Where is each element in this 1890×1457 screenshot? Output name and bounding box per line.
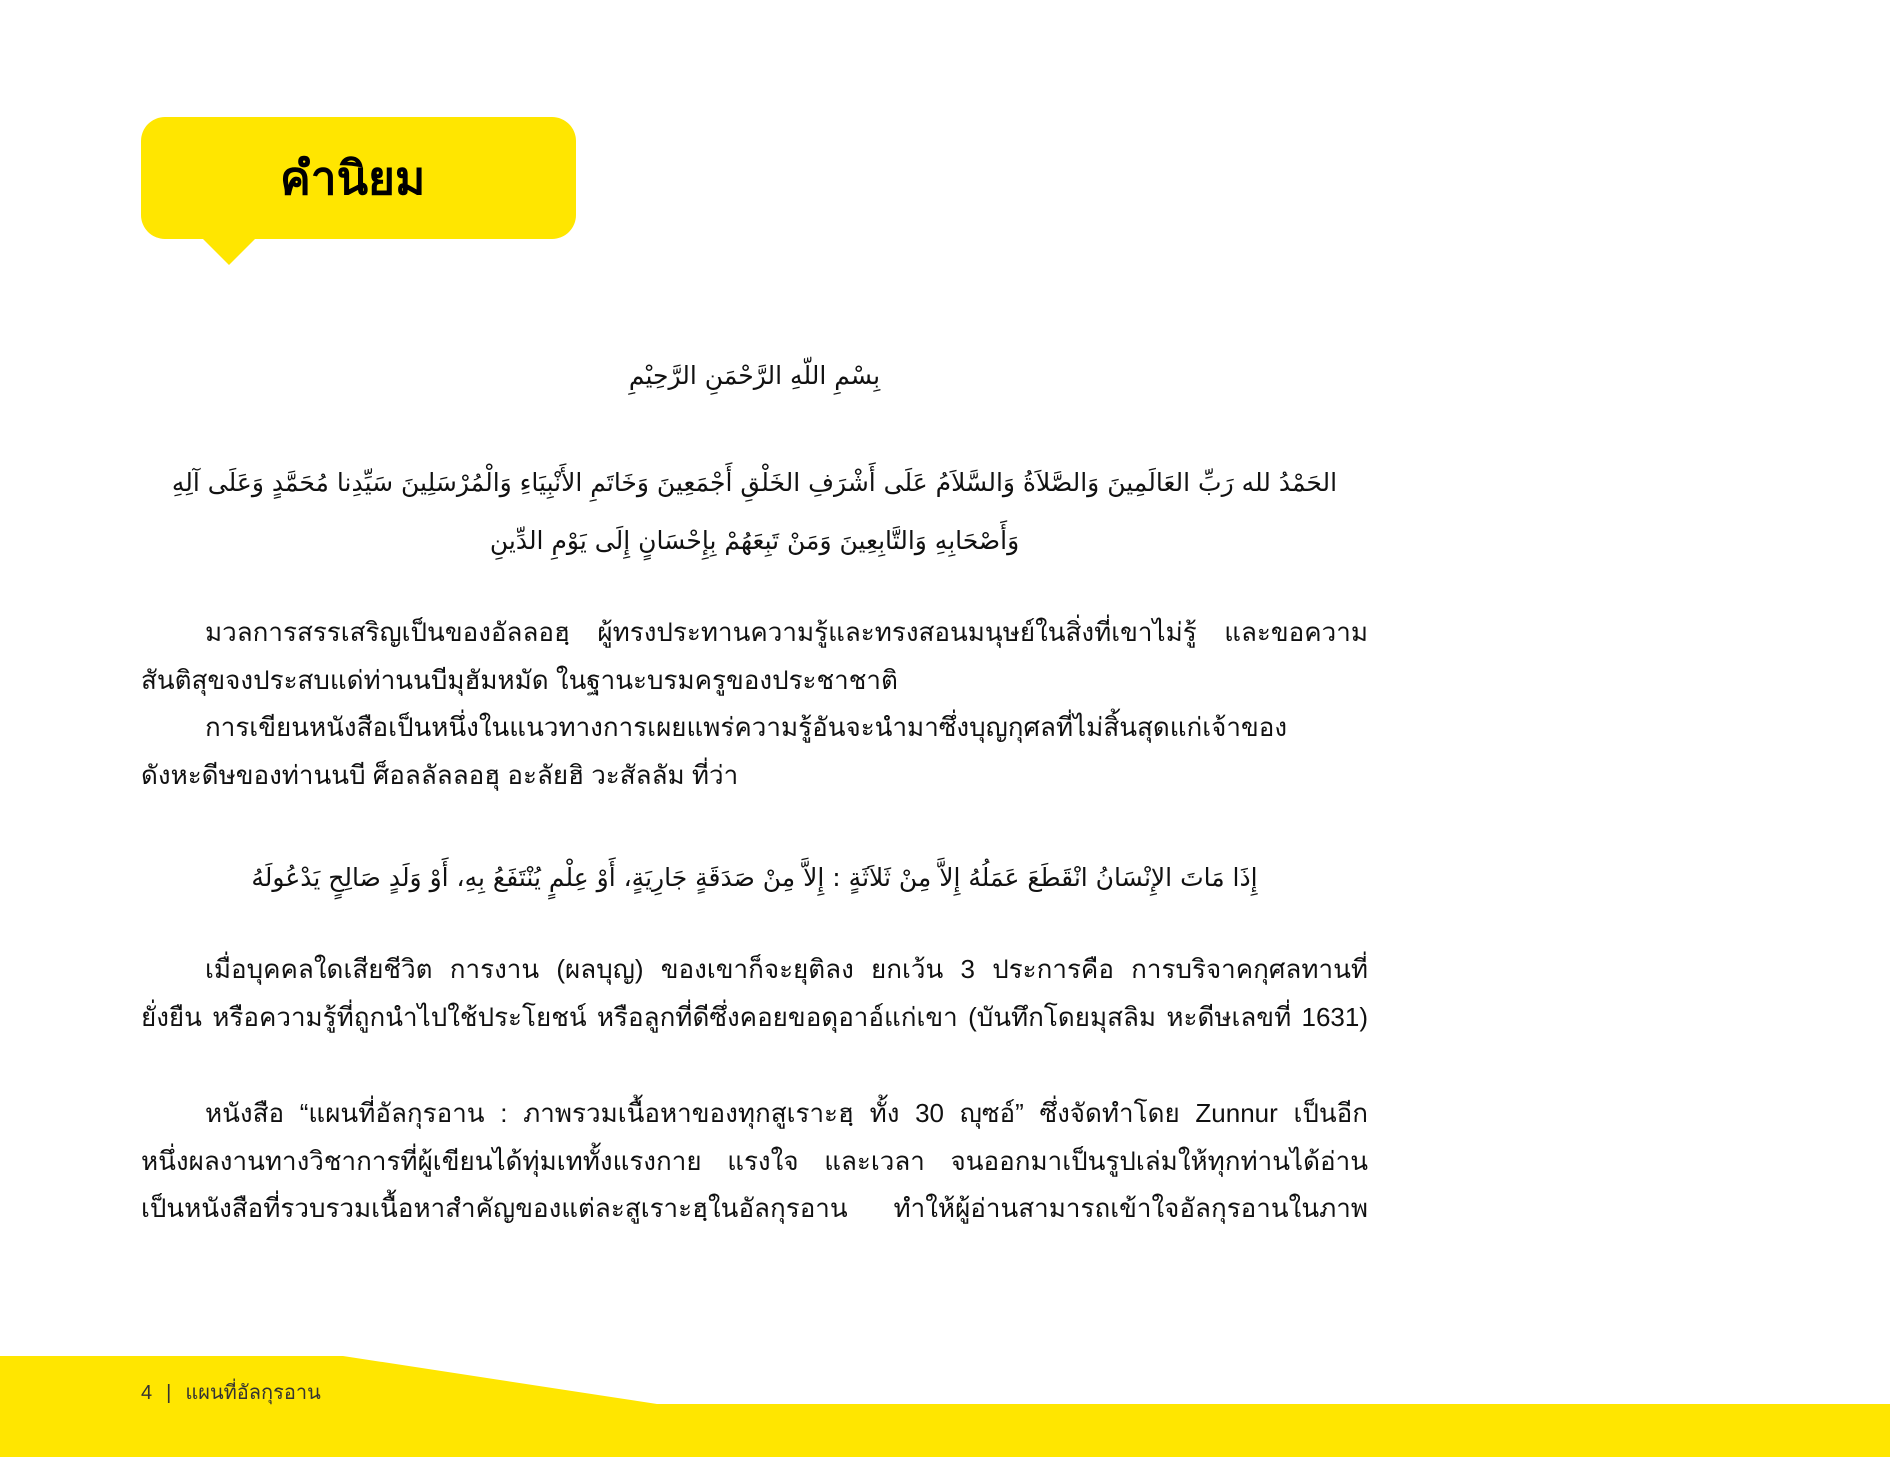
paragraph-line: เมื่อบุคคลใดเสียชีวิต การงาน (ผลบุญ) ของเขาก็จะยุติลง ยกเว้น 3 ประการคือ การบริจาคกุศลทานที่ — [205, 954, 1368, 984]
footer-book-title: แผนที่อัลกุรอาน — [185, 1382, 321, 1404]
arabic-opening-line-2: وَأَصْحَابِهِ وَالتَّابِعِينَ وَمَنْ تَبِعَهُمْ بِإِحْسَانٍ إِلَى يَوْمِ الدِّينِ — [489, 526, 1020, 555]
paragraph-line: การเขียนหนังสือเป็นหนึ่งในแนวทางการเผยแพร่ความรู้อันจะนำมาซึ่งบุญกุศลที่ไม่สิ้นสุดแก่เจ้าของ — [205, 712, 1288, 742]
page-footer — [141, 1381, 321, 1405]
page-title: คำนิยม — [280, 152, 426, 204]
book-description — [141, 1090, 1368, 1233]
footer-band — [0, 1356, 1890, 1457]
arabic-opening-line-1: الحَمْدُ لله رَبِّ العَالَمِينَ وَالصَّلاَةُ وَالسَّلاَمُ عَلَى أَشْرَفِ الخَلْقِ أَجْمَعِينَ وَخَاتَمِ الأَنْبِيَاءِ وَالْمُرْسَلِينَ سَيِّدِنا مُحَمَّدٍ وَعَلَى آلِهِ — [171, 468, 1338, 497]
section-title-bubble — [141, 117, 576, 239]
footer-separator: | — [166, 1382, 172, 1404]
paragraph-writing — [141, 704, 1368, 799]
intro-paragraphs — [141, 609, 1368, 799]
paragraph-line: ยั่งยืน หรือความรู้ที่ถูกนำไปใช้ประโยชน์ หรือลูกที่ดีซึ่งคอยขอดุอาอ์แก่เขา (บันทึกโดยมุสลิม หะดีษเลขที่ 1631) — [141, 1001, 1368, 1032]
title-bubble-tail — [202, 238, 256, 265]
paragraph-line: หนึ่งผลงานทางวิชาการที่ผู้เขียนได้ทุ่มเททั้งแรงกาย แรงใจ และเวลา จนออกมาเป็นรูปเล่มให้ทุกท่านได้อ่าน — [141, 1145, 1368, 1176]
arabic-opening-praise — [141, 454, 1368, 570]
paragraph-line: สันติสุขจงประสบแด่ท่านนบีมุฮัมหมัด ในฐานะบรมครูของประชาชาติ — [141, 664, 898, 695]
hadith-arabic: إِذَا مَاتَ الإِنْسَانُ انْقَطَعَ عَمَلُهُ إِلاَّ مِنْ ثَلاَثَةٍ : إِلاَّ مِنْ صَدَقَةٍ جَارِيَةٍ، أَوْ عِلْمٍ يُنْتَفَعُ بِهِ، أَوْ وَلَدٍ صَالِحٍ يَدْعُولَهُ — [251, 863, 1258, 892]
page-number: 4 — [141, 1382, 153, 1404]
paragraph-line: มวลการสรรเสริญเป็นของอัลลอฮฺ ผู้ทรงประทานความรู้และทรงสอนมนุษย์ในสิ่งที่เขาไม่รู้ และขอความ — [205, 617, 1368, 647]
paragraph-book — [141, 1090, 1368, 1233]
paragraph-line: หนังสือ “แผนที่อัลกุรอาน : ภาพรวมเนื้อหาของทุกสูเราะฮฺ ทั้ง 30 ญุซอ์” ซึ่งจัดทำโดย Zunnur เป็นอีก — [205, 1098, 1368, 1128]
basmala-arabic: بِسْمِ اللّهِ الرَّحْمَنِ الرَّحِيْمِ — [628, 361, 881, 390]
paragraph-hadith-translation — [141, 946, 1368, 1041]
paragraph-praise — [141, 609, 1368, 704]
hadith-translation — [141, 946, 1368, 1041]
paragraph-line: เป็นหนังสือที่รวบรวมเนื้อหาสำคัญของแต่ละสูเราะฮฺในอัลกุรอาน ทำให้ผู้อ่านสามารถเข้าใจอัลกุรอานในภาพ — [141, 1193, 1368, 1223]
paragraph-line: ดังหะดีษของท่านนบี ศ็อลลัลลอฮุ อะลัยฮิ วะสัลลัม ที่ว่า — [141, 759, 739, 790]
footer-band-shape — [0, 1356, 1890, 1457]
